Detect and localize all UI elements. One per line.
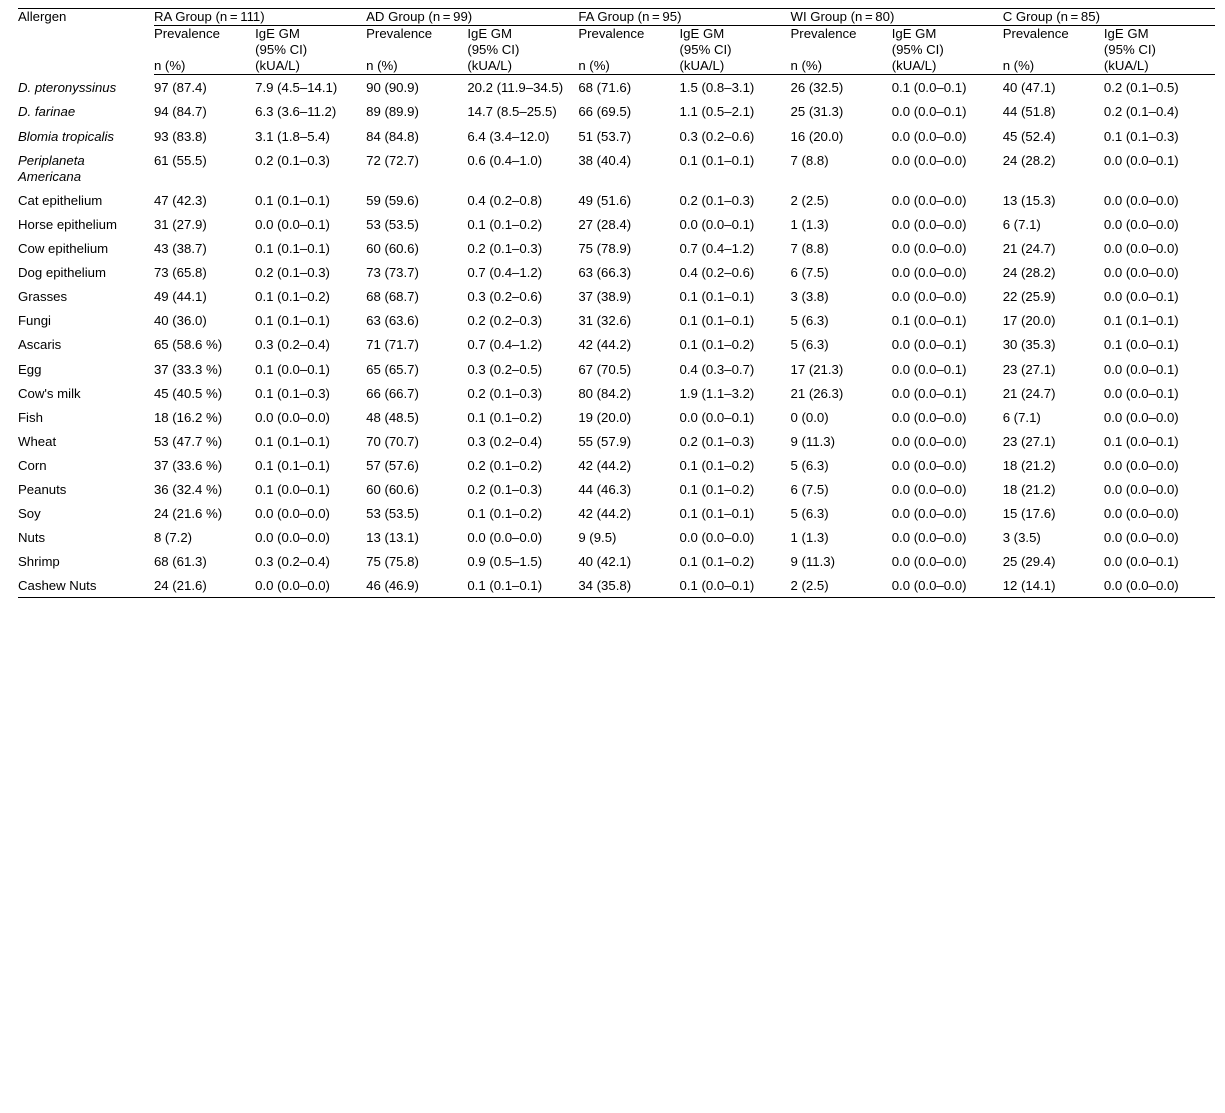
- cell-prevalence: 31 (32.6): [578, 313, 632, 329]
- cell-ige-gm: 0.1 (0.0–0.1): [680, 573, 791, 598]
- cell-prevalence: 23 (27.1): [1002, 361, 1056, 377]
- table-row: [18, 236, 1215, 260]
- allergen-name: Cow's milk: [18, 385, 81, 401]
- cell-prevalence: 24 (28.2): [1002, 265, 1056, 281]
- allergen-name: Corn: [18, 457, 47, 473]
- table-row: [18, 308, 1215, 332]
- cell-ige-gm: 0.0 (0.0–0.1): [1103, 554, 1179, 570]
- cell-ige-gm: 0.0 (0.0–0.0): [255, 506, 330, 522]
- cell-prevalence: 8 (7.2): [153, 530, 193, 546]
- cell-prevalence: 1 (1.3): [790, 530, 829, 546]
- cell-prevalence: 22 (25.9): [1002, 289, 1056, 305]
- cell-prevalence: 17 (20.0): [1002, 313, 1056, 329]
- cell-ige-gm: 0.3 (0.2–0.4): [255, 337, 330, 353]
- cell-ige-gm: 0.0 (0.0–0.0): [891, 192, 967, 208]
- cell-prevalence: 97 (87.4): [153, 80, 207, 96]
- cell-ige-gm: 0.0 (0.0–0.0): [1103, 409, 1179, 425]
- cell-ige-gm: 0.1 (0.1–0.1): [467, 573, 578, 598]
- cell-ige-gm: 0.1 (0.1–0.1): [679, 152, 755, 168]
- cell-ige-gm: 0.1 (0.1–0.1): [255, 433, 330, 449]
- units-prevalence-ra: n (%): [154, 58, 255, 75]
- cell-prevalence: 51 (53.7): [578, 128, 632, 144]
- header-ige-fa: [680, 26, 791, 59]
- cell-ige-gm: 0.1 (0.1–0.2): [255, 289, 330, 305]
- cell-ige-gm: 0.3 (0.2–0.4): [467, 433, 543, 449]
- table-row: [18, 260, 1215, 284]
- units-prevalence-wi: n (%): [791, 58, 892, 75]
- cell-prevalence: 73 (73.7): [366, 265, 419, 281]
- cell-ige-gm: 0.2 (0.2–0.3): [467, 313, 543, 329]
- cell-ige-gm: 0.1 (0.1–0.1): [255, 313, 330, 329]
- cell-prevalence: 53 (53.5): [366, 506, 419, 522]
- cell-ige-gm: 0.0 (0.0–0.0): [1103, 216, 1179, 232]
- header-row-units: [18, 58, 1215, 75]
- allergen-name: Wheat: [18, 433, 57, 449]
- cell-prevalence: 13 (13.1): [366, 530, 419, 546]
- cell-prevalence: 48 (48.5): [366, 409, 419, 425]
- cell-ige-gm: 0.0 (0.0–0.0): [891, 554, 967, 570]
- table-header: [18, 9, 1215, 75]
- cell-ige-gm: 0.0 (0.0–0.0): [679, 530, 755, 546]
- cell-ige-gm: 0.0 (0.0–0.0): [1103, 241, 1179, 257]
- cell-prevalence: 68 (61.3): [153, 554, 207, 570]
- cell-ige-gm: 0.1 (0.1–0.2): [679, 337, 755, 353]
- cell-ige-gm: 0.1 (0.1–0.2): [467, 409, 543, 425]
- cell-prevalence: 34 (35.8): [578, 573, 679, 598]
- cell-ige-gm: 0.3 (0.2–0.6): [679, 128, 755, 144]
- units-ige-c: (kUA/L): [1104, 58, 1215, 75]
- cell-ige-gm: 0.1 (0.0–0.1): [255, 481, 330, 497]
- cell-ige-gm: 0.2 (0.1–0.3): [467, 241, 543, 257]
- allergen-name: Grasses: [18, 289, 68, 305]
- cell-prevalence: 63 (63.6): [366, 313, 419, 329]
- cell-prevalence: 21 (26.3): [790, 385, 844, 401]
- cell-ige-gm: 0.0 (0.0–0.0): [891, 481, 967, 497]
- cell-prevalence: 66 (66.7): [366, 385, 419, 401]
- cell-prevalence: 55 (57.9): [578, 433, 632, 449]
- cell-prevalence: 59 (59.6): [366, 192, 419, 208]
- cell-prevalence: 67 (70.5): [578, 361, 632, 377]
- cell-prevalence: 0 (0.0): [790, 409, 829, 425]
- table-row: [18, 124, 1215, 148]
- allergen-name: D. pteronyssinus: [18, 79, 117, 95]
- cell-prevalence: 26 (32.5): [790, 80, 844, 96]
- cell-prevalence: 73 (65.8): [153, 265, 207, 281]
- allergen-name: Ascaris: [18, 337, 62, 353]
- cell-prevalence: 65 (58.6 %): [153, 337, 223, 353]
- allergen-name: Horse epithelium: [18, 216, 117, 232]
- cell-prevalence: 27 (28.4): [578, 216, 632, 232]
- cell-ige-gm: 0.1 (0.1–0.1): [255, 457, 330, 473]
- cell-prevalence: 40 (36.0): [153, 313, 207, 329]
- cell-ige-gm: 0.2 (0.1–0.3): [255, 152, 330, 168]
- table-row: [18, 284, 1215, 308]
- cell-prevalence: 5 (6.3): [790, 337, 829, 353]
- cell-ige-gm: 14.7 (8.5–25.5): [467, 104, 557, 120]
- table-row: [18, 573, 1215, 598]
- cell-ige-gm: 0.0 (0.0–0.0): [891, 409, 967, 425]
- cell-prevalence: 46 (46.9): [366, 573, 467, 598]
- cell-prevalence: 93 (83.8): [153, 128, 207, 144]
- header-prevalence-fa: Prevalence: [578, 26, 645, 42]
- header-ige-ci-ra: (95% CI): [255, 42, 308, 58]
- cell-prevalence: 84 (84.8): [366, 128, 419, 144]
- cell-prevalence: 42 (44.2): [578, 457, 632, 473]
- cell-prevalence: 30 (35.3): [1002, 337, 1056, 353]
- table-row: [18, 99, 1215, 123]
- cell-ige-gm: 0.3 (0.2–0.6): [467, 289, 543, 305]
- cell-ige-gm: 0.0 (0.0–0.0): [891, 289, 967, 305]
- cell-ige-gm: 20.2 (11.9–34.5): [467, 80, 564, 96]
- cell-prevalence: 6 (7.5): [790, 265, 829, 281]
- units-ige-wi: (kUA/L): [892, 58, 1003, 75]
- cell-ige-gm: 0.1 (0.1–0.1): [1103, 313, 1179, 329]
- header-ige-ra: [255, 26, 366, 59]
- cell-ige-gm: 0.0 (0.0–0.0): [891, 265, 967, 281]
- cell-prevalence: 5 (6.3): [790, 457, 829, 473]
- cell-prevalence: 60 (60.6): [366, 481, 419, 497]
- cell-ige-gm: 0.0 (0.0–0.1): [891, 361, 967, 377]
- table-row: [18, 501, 1215, 525]
- cell-ige-gm: 0.0 (0.0–0.0): [467, 530, 543, 546]
- header-ige-ci-wi: (95% CI): [891, 42, 944, 58]
- table-row: [18, 381, 1215, 405]
- cell-prevalence: 7 (8.8): [790, 152, 829, 168]
- cell-ige-gm: 3.1 (1.8–5.4): [255, 128, 330, 144]
- cell-ige-gm: 0.2 (0.1–0.2): [467, 457, 543, 473]
- cell-prevalence: 24 (21.6): [154, 573, 255, 598]
- allergen-prevalence-table: [18, 8, 1215, 598]
- table-row: [18, 405, 1215, 429]
- cell-prevalence: 37 (33.6 %): [153, 457, 223, 473]
- header-ige-wi: [892, 26, 1003, 59]
- header-allergen: Allergen: [18, 9, 154, 75]
- units-prevalence-c: n (%): [1003, 58, 1104, 75]
- header-prevalence-ra: Prevalence: [153, 26, 220, 42]
- cell-ige-gm: 0.9 (0.5–1.5): [467, 554, 543, 570]
- allergen-name: Fish: [18, 409, 43, 425]
- cell-prevalence: 80 (84.2): [578, 385, 632, 401]
- cell-ige-gm: 0.1 (0.1–0.2): [679, 554, 755, 570]
- cell-prevalence: 17 (21.3): [790, 361, 844, 377]
- allergen-name: Peanuts: [18, 481, 67, 497]
- cell-prevalence: 44 (51.8): [1002, 104, 1056, 120]
- cell-ige-gm: 0.7 (0.4–1.2): [679, 241, 755, 257]
- cell-prevalence: 9 (9.5): [578, 530, 617, 546]
- cell-ige-gm: 0.2 (0.1–0.3): [255, 265, 330, 281]
- header-ige-label-ra: IgE GM: [255, 26, 300, 42]
- cell-prevalence: 68 (68.7): [366, 289, 419, 305]
- header-prevalence-c: Prevalence: [1002, 26, 1069, 42]
- table-body: [18, 75, 1215, 598]
- cell-ige-gm: 0.4 (0.2–0.8): [467, 192, 543, 208]
- cell-ige-gm: 0.1 (0.0–0.1): [1103, 337, 1179, 353]
- cell-ige-gm: 0.1 (0.1–0.1): [679, 506, 755, 522]
- cell-prevalence: 49 (44.1): [153, 289, 207, 305]
- cell-prevalence: 71 (71.7): [366, 337, 419, 353]
- cell-ige-gm: 0.3 (0.2–0.5): [467, 361, 543, 377]
- cell-ige-gm: 0.2 (0.1–0.3): [679, 192, 755, 208]
- cell-ige-gm: 0.0 (0.0–0.0): [1103, 530, 1179, 546]
- cell-prevalence: 25 (29.4): [1002, 554, 1056, 570]
- table-row: [18, 75, 1215, 100]
- cell-prevalence: 75 (78.9): [578, 241, 632, 257]
- cell-ige-gm: 0.4 (0.2–0.6): [679, 265, 755, 281]
- header-ige-c: [1104, 26, 1215, 59]
- cell-prevalence: 18 (21.2): [1002, 481, 1056, 497]
- cell-ige-gm: 0.0 (0.0–0.0): [891, 152, 967, 168]
- table-row: [18, 453, 1215, 477]
- cell-prevalence: 21 (24.7): [1002, 241, 1056, 257]
- cell-ige-gm: 1.1 (0.5–2.1): [679, 104, 755, 120]
- header-ige-label-ad: IgE GM: [467, 26, 513, 42]
- cell-prevalence: 9 (11.3): [790, 554, 835, 570]
- cell-prevalence: 66 (69.5): [578, 104, 632, 120]
- cell-prevalence: 2 (2.5): [791, 573, 892, 598]
- cell-ige-gm: 0.1 (0.1–0.2): [679, 481, 755, 497]
- allergen-name: Soy: [18, 506, 41, 522]
- allergen-name: Egg: [18, 361, 42, 377]
- header-ige-ad: [467, 26, 578, 59]
- cell-ige-gm: 0.1 (0.1–0.2): [467, 216, 543, 232]
- cell-ige-gm: 0.0 (0.0–0.0): [1103, 481, 1179, 497]
- allergen-name: Cashew Nuts: [18, 573, 154, 598]
- header-group-c: C Group (n = 85): [1003, 9, 1215, 26]
- allergen-name: Dog epithelium: [18, 265, 106, 281]
- cell-ige-gm: 0.1 (0.0–0.1): [891, 313, 967, 329]
- cell-ige-gm: 0.0 (0.0–0.0): [891, 506, 967, 522]
- header-group-wi: WI Group (n = 80): [791, 9, 1003, 26]
- header-ige-ci-ad: (95% CI): [467, 42, 520, 58]
- cell-prevalence: 49 (51.6): [578, 192, 632, 208]
- cell-ige-gm: 0.1 (0.0–0.1): [891, 80, 967, 96]
- cell-prevalence: 19 (20.0): [578, 409, 632, 425]
- units-ige-fa: (kUA/L): [680, 58, 791, 75]
- table-row: [18, 429, 1215, 453]
- cell-prevalence: 40 (47.1): [1002, 80, 1056, 96]
- cell-ige-gm: 0.2 (0.1–0.4): [1103, 104, 1179, 120]
- cell-prevalence: 6 (7.1): [1002, 216, 1041, 232]
- cell-ige-gm: 0.0 (0.0–0.0): [891, 457, 967, 473]
- cell-ige-gm: 0.1 (0.1–0.3): [255, 385, 330, 401]
- cell-prevalence: 65 (65.7): [366, 361, 419, 377]
- cell-prevalence: 3 (3.8): [790, 289, 829, 305]
- cell-ige-gm: 1.5 (0.8–3.1): [679, 80, 755, 96]
- cell-ige-gm: 0.0 (0.0–0.0): [255, 530, 330, 546]
- units-prevalence-fa: n (%): [578, 58, 679, 75]
- cell-prevalence: 43 (38.7): [153, 241, 207, 257]
- cell-prevalence: 63 (66.3): [578, 265, 632, 281]
- cell-prevalence: 24 (21.6 %): [153, 506, 223, 522]
- header-row-subheaders: [18, 26, 1215, 59]
- table-row: [18, 477, 1215, 501]
- cell-prevalence: 3 (3.5): [1002, 530, 1041, 546]
- units-prevalence-ad: n (%): [366, 58, 467, 75]
- cell-prevalence: 7 (8.8): [790, 241, 829, 257]
- allergen-name: Blomia tropicalis: [18, 128, 115, 144]
- header-ige-label-wi: IgE GM: [891, 26, 937, 42]
- cell-ige-gm: 0.0 (0.0–0.0): [891, 433, 967, 449]
- cell-prevalence: 18 (16.2 %): [153, 409, 223, 425]
- allergen-name: Fungi: [18, 313, 51, 329]
- table-row: [18, 332, 1215, 356]
- table-row: [18, 212, 1215, 236]
- cell-ige-gm: 0.0 (0.0–0.1): [1103, 289, 1179, 305]
- cell-prevalence: 15 (17.6): [1002, 506, 1056, 522]
- allergen-name: Cat epithelium: [18, 192, 103, 208]
- cell-ige-gm: 0.0 (0.0–0.0): [255, 573, 366, 598]
- cell-prevalence: 16 (20.0): [790, 128, 844, 144]
- cell-ige-gm: 0.1 (0.1–0.2): [467, 506, 543, 522]
- cell-prevalence: 94 (84.7): [153, 104, 207, 120]
- cell-ige-gm: 0.7 (0.4–1.2): [467, 265, 543, 281]
- cell-ige-gm: 0.0 (0.0–0.0): [892, 573, 1003, 598]
- cell-prevalence: 89 (89.9): [366, 104, 419, 120]
- cell-ige-gm: 0.1 (0.1–0.1): [679, 289, 755, 305]
- cell-ige-gm: 7.9 (4.5–14.1): [255, 80, 338, 96]
- cell-ige-gm: 0.2 (0.1–0.5): [1103, 80, 1179, 96]
- cell-ige-gm: 0.0 (0.0–0.0): [891, 128, 967, 144]
- cell-prevalence: 5 (6.3): [790, 313, 829, 329]
- allergen-name: Periplaneta Americana: [18, 152, 85, 184]
- cell-prevalence: 90 (90.9): [366, 80, 419, 96]
- cell-ige-gm: 0.1 (0.0–0.1): [255, 361, 330, 377]
- allergen-name: Cow epithelium: [18, 241, 109, 257]
- header-group-fa: FA Group (n = 95): [578, 9, 790, 26]
- cell-ige-gm: 0.0 (0.0–0.1): [1103, 152, 1179, 168]
- table-row: [18, 525, 1215, 549]
- cell-prevalence: 12 (14.1): [1003, 573, 1104, 598]
- cell-ige-gm: 0.6 (0.4–1.0): [467, 152, 543, 168]
- allergen-name: Nuts: [18, 530, 46, 546]
- cell-prevalence: 44 (46.3): [578, 481, 632, 497]
- cell-prevalence: 57 (57.6): [366, 457, 419, 473]
- cell-prevalence: 13 (15.3): [1002, 192, 1056, 208]
- header-prevalence-ad: Prevalence: [366, 26, 433, 42]
- cell-ige-gm: 0.0 (0.0–0.0): [1103, 457, 1179, 473]
- cell-ige-gm: 0.0 (0.0–0.0): [1104, 573, 1215, 598]
- cell-prevalence: 45 (52.4): [1002, 128, 1056, 144]
- cell-prevalence: 1 (1.3): [790, 216, 829, 232]
- cell-ige-gm: 0.1 (0.1–0.1): [255, 241, 330, 257]
- units-ige-ad: (kUA/L): [467, 58, 578, 75]
- cell-ige-gm: 0.1 (0.1–0.1): [255, 192, 330, 208]
- header-group-ad: AD Group (n = 99): [366, 9, 578, 26]
- cell-prevalence: 5 (6.3): [790, 506, 829, 522]
- cell-prevalence: 2 (2.5): [790, 192, 829, 208]
- cell-ige-gm: 0.0 (0.0–0.1): [891, 104, 967, 120]
- header-group-ra: RA Group (n = 111): [154, 9, 366, 26]
- header-ige-ci-fa: (95% CI): [679, 42, 732, 58]
- cell-prevalence: 61 (55.5): [153, 152, 207, 168]
- cell-ige-gm: 0.0 (0.0–0.1): [255, 216, 330, 232]
- cell-ige-gm: 6.3 (3.6–11.2): [255, 104, 337, 120]
- cell-prevalence: 21 (24.7): [1002, 385, 1056, 401]
- cell-ige-gm: 1.9 (1.1–3.2): [679, 385, 755, 401]
- cell-ige-gm: 0.1 (0.1–0.3): [1103, 128, 1179, 144]
- cell-prevalence: 25 (31.3): [790, 104, 844, 120]
- cell-prevalence: 36 (32.4 %): [153, 481, 223, 497]
- cell-ige-gm: 0.0 (0.0–0.1): [679, 216, 755, 232]
- allergen-name: D. farinae: [18, 104, 76, 120]
- cell-prevalence: 72 (72.7): [366, 152, 419, 168]
- table-row: [18, 188, 1215, 212]
- cell-prevalence: 47 (42.3): [153, 192, 207, 208]
- cell-prevalence: 31 (27.9): [153, 216, 207, 232]
- cell-ige-gm: 0.0 (0.0–0.0): [1103, 265, 1179, 281]
- cell-ige-gm: 0.1 (0.1–0.2): [679, 457, 755, 473]
- cell-ige-gm: 0.0 (0.0–0.0): [1103, 506, 1179, 522]
- cell-ige-gm: 0.2 (0.1–0.3): [679, 433, 755, 449]
- cell-prevalence: 37 (38.9): [578, 289, 632, 305]
- cell-ige-gm: 0.2 (0.1–0.3): [467, 385, 543, 401]
- cell-prevalence: 42 (44.2): [578, 506, 632, 522]
- cell-prevalence: 53 (53.5): [366, 216, 419, 232]
- cell-ige-gm: 0.0 (0.0–0.1): [891, 337, 967, 353]
- cell-prevalence: 23 (27.1): [1002, 433, 1056, 449]
- cell-prevalence: 53 (47.7 %): [153, 433, 223, 449]
- cell-ige-gm: 0.0 (0.0–0.0): [891, 530, 967, 546]
- table-row: [18, 357, 1215, 381]
- cell-prevalence: 18 (21.2): [1002, 457, 1056, 473]
- cell-ige-gm: 0.7 (0.4–1.2): [467, 337, 543, 353]
- cell-ige-gm: 0.0 (0.0–0.0): [891, 216, 967, 232]
- cell-ige-gm: 0.4 (0.3–0.7): [679, 361, 755, 377]
- header-prevalence-wi: Prevalence: [790, 26, 857, 42]
- header-ige-label-c: IgE GM: [1103, 26, 1149, 42]
- cell-ige-gm: 0.3 (0.2–0.4): [255, 554, 330, 570]
- cell-ige-gm: 0.0 (0.0–0.1): [891, 385, 967, 401]
- header-ige-ci-c: (95% CI): [1103, 42, 1156, 58]
- cell-prevalence: 68 (71.6): [578, 80, 632, 96]
- cell-prevalence: 42 (44.2): [578, 337, 632, 353]
- cell-ige-gm: 0.0 (0.0–0.0): [891, 241, 967, 257]
- cell-prevalence: 40 (42.1): [578, 554, 632, 570]
- cell-ige-gm: 0.0 (0.0–0.1): [1103, 385, 1179, 401]
- cell-prevalence: 6 (7.1): [1002, 409, 1041, 425]
- table-row: [18, 148, 1215, 188]
- cell-prevalence: 45 (40.5 %): [153, 385, 223, 401]
- cell-prevalence: 75 (75.8): [366, 554, 419, 570]
- cell-ige-gm: 6.4 (3.4–12.0): [467, 128, 550, 144]
- cell-ige-gm: 0.1 (0.0–0.1): [1103, 433, 1179, 449]
- units-ige-ra: (kUA/L): [255, 58, 366, 75]
- header-row-groups: [18, 9, 1215, 26]
- cell-ige-gm: 0.0 (0.0–0.0): [255, 409, 330, 425]
- cell-prevalence: 60 (60.6): [366, 241, 419, 257]
- cell-ige-gm: 0.0 (0.0–0.1): [1103, 361, 1179, 377]
- table-row: [18, 549, 1215, 573]
- cell-ige-gm: 0.2 (0.1–0.3): [467, 481, 543, 497]
- cell-prevalence: 24 (28.2): [1002, 152, 1056, 168]
- cell-prevalence: 6 (7.5): [790, 481, 829, 497]
- cell-prevalence: 9 (11.3): [790, 433, 835, 449]
- cell-ige-gm: 0.0 (0.0–0.1): [679, 409, 755, 425]
- cell-prevalence: 70 (70.7): [366, 433, 419, 449]
- cell-prevalence: 37 (33.3 %): [153, 361, 223, 377]
- cell-prevalence: 38 (40.4): [578, 152, 632, 168]
- cell-ige-gm: 0.1 (0.1–0.1): [679, 313, 755, 329]
- cell-ige-gm: 0.0 (0.0–0.0): [1103, 192, 1179, 208]
- header-ige-label-fa: IgE GM: [679, 26, 725, 42]
- allergen-name: Shrimp: [18, 554, 60, 570]
